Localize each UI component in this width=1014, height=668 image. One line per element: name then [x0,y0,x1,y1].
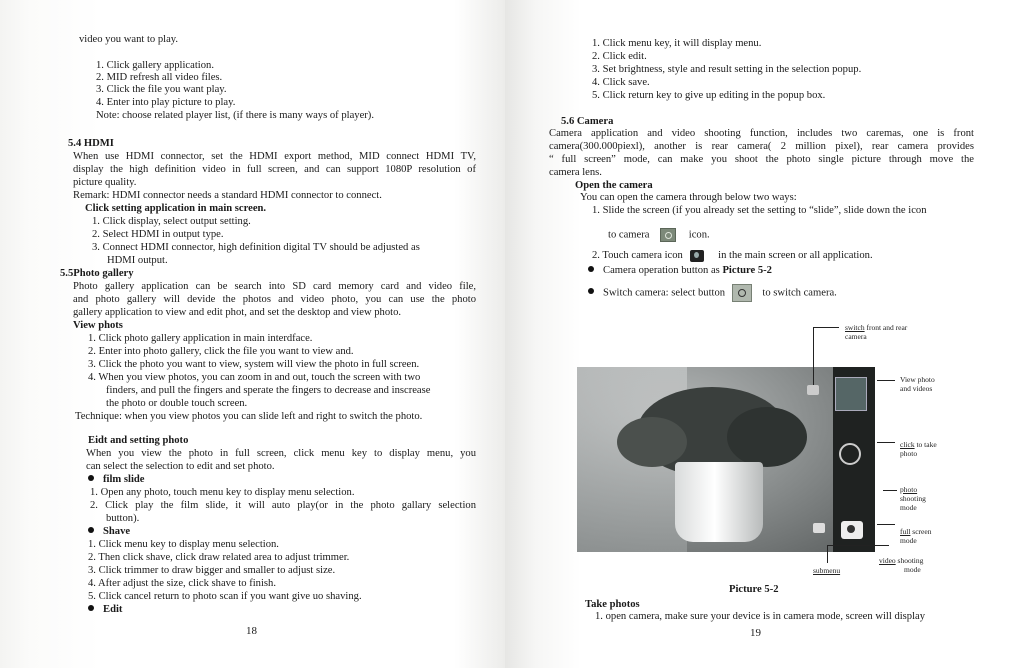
list-item: 2. Touch camera icon in the main screen or all application. [592,250,873,261]
bullet-icon [588,288,594,294]
left-page [0,0,505,668]
text-line: When you view the photo in full screen, click menu key to display menu, you [86,448,476,459]
subheading: Click setting application in main screen. [85,203,267,214]
list-item: 3. Click the photo you want to view, system will view the photo in full screen. [88,359,420,370]
subheading: Open the camera [575,180,653,191]
list-item: 5. Click return key to give up editing in the popup box. [592,90,826,101]
list-item: 2. Select HDMI in output type. [92,229,224,240]
list-item: 2. Then click shave, click draw related area to adjust trimmer. [88,552,350,563]
text-line: can select the selection to edit and set photo. [86,461,275,472]
subheading: Eidt and setting photo [88,435,189,446]
list-item: 2. MID refresh all video files. [96,72,223,83]
bullet-item: Switch camera: select button to switch camera. [588,284,837,302]
bullet-icon [88,605,94,611]
capture-mode-icon [839,443,861,465]
shutter-icon [841,521,863,539]
text-line: Camera application and video shooting function, includes two caremas, one is front [549,128,974,139]
list-item: 1. open camera, make sure your device is in camera mode, screen will display [595,611,926,622]
text-line: camera lens. [549,167,602,178]
annotation-submenu: submenu [813,566,841,575]
list-item: to camera icon. [608,229,710,241]
page-number: 19 [750,627,761,639]
list-item: 1. Click display, select output setting. [92,216,251,227]
list-item: 3. Connect HDMI connector, high definition digital TV should be adjusted as [92,242,420,253]
submenu-icon [813,523,825,533]
list-item: 2. Click edit. [592,51,647,62]
subheading: Take photos [585,599,640,610]
list-item: 3. Click the file you want play. [96,84,227,95]
list-item: 1. Open any photo, touch menu key to display menu selection. [90,487,355,498]
annotation-full-screen: full screen mode [900,527,932,545]
section-heading-camera: 5.6 Camera [561,116,614,127]
figure-caption: Picture 5-2 [729,584,779,595]
section-heading-photo-gallery: 5.5Photo gallery [60,268,134,279]
text-line: camera(300.000piexl), another is rear camera( 2 million pixel), rear camera provides [549,141,974,152]
annotation-take-photo: click to take photo [900,440,937,458]
list-item: finders, and pull the fingers and sperate the fingers to decrease and inscrease [106,385,431,396]
list-item: 1. Click menu key, it will display menu. [592,38,762,49]
list-item: 1. Click photo gallery application in main interdface. [88,333,313,344]
text-line: picture quality. [73,177,137,188]
camera-icon [690,250,704,262]
list-item: 1. Slide the screen (if you already set the setting to “slide”, slide down the icon [592,205,927,216]
switch-camera-icon [732,284,752,302]
technique-text: Technique: when you view photos you can slide left and right to switch the photo. [75,411,423,422]
text-line: You can open the camera through below two ways: [580,192,797,203]
section-heading-hdmi: 5.4 HDMI [68,138,114,149]
camera-screen-photo [577,367,875,552]
annotation-view-photo: View photo and videos [900,375,935,393]
text-line: gallery application to view and edit phot, and set the desktop and view photo. [73,307,402,318]
page-number: 18 [246,625,257,637]
list-item: HDMI output. [107,255,168,266]
bullet-icon [88,475,94,481]
list-item: 2. Enter into photo gallery, click the file you want to view and. [88,346,354,357]
bullet-heading: film slide [88,473,145,486]
list-item: 1. Click gallery application. [96,60,214,71]
remark-text: Remark: HDMI connector needs a standard HDMI connector to connect. [73,190,382,201]
text-line: “ full screen” mode, can make you shoot the photo single picture through move the [549,154,974,165]
right-page [505,0,1014,668]
text-line: When use HDMI connector, set the HDMI export method, MID connect HDMI TV, [73,151,476,162]
list-item: button). [106,513,140,524]
annotation-photo-mode: photo shooting mode [900,485,926,512]
bullet-heading: Shave [88,525,130,538]
list-item: 5. Click cancel return to photo scan if you want give uo shaving. [88,591,362,602]
bullet-item: Camera operation button as Picture 5-2 [588,264,772,277]
list-item: 3. Click trimmer to draw bigger and smaller to adjust size. [88,565,336,576]
list-item: 1. Click menu key to display menu selection. [88,539,279,550]
annotation-switch-camera: switch front and rear camera [845,323,908,341]
photo-thumbnail [835,377,867,411]
list-item: the photo or double touch screen. [106,398,248,409]
annotation-video-mode: video shooting mode [879,556,924,574]
list-item: 4. Enter into play picture to play. [96,97,236,108]
text-line: Photo gallery application can be search into SD card memory card and video file, [73,281,476,292]
list-item: 2. Click play the film slide, it will auto play(or in the photo gallary selection [90,500,476,511]
bullet-heading: Edit [88,603,122,616]
list-item: 3. Set brightness, style and result setting in the selection popup. [592,64,862,75]
list-item: 4. Click save. [592,77,650,88]
text-line: and photo gallery will devide the photos and video photo, you can use the photo [73,294,476,305]
bullet-icon [88,527,94,533]
text-line: display the high definition video in full screen, and can support 1080P resolution of [73,164,476,175]
list-item: 4. After adjust the size, click shave to finish. [88,578,276,589]
camera-app-icon [660,228,676,242]
list-item: 4. When you view photos, you can zoom in and out, touch the screen with two [88,372,421,383]
note-text: Note: choose related player list, (if there is many ways of player). [96,110,374,121]
bullet-icon [588,266,594,272]
switch-camera-button-icon [807,385,819,395]
subheading: View phots [73,320,123,331]
text-line: video you want to play. [79,34,179,45]
